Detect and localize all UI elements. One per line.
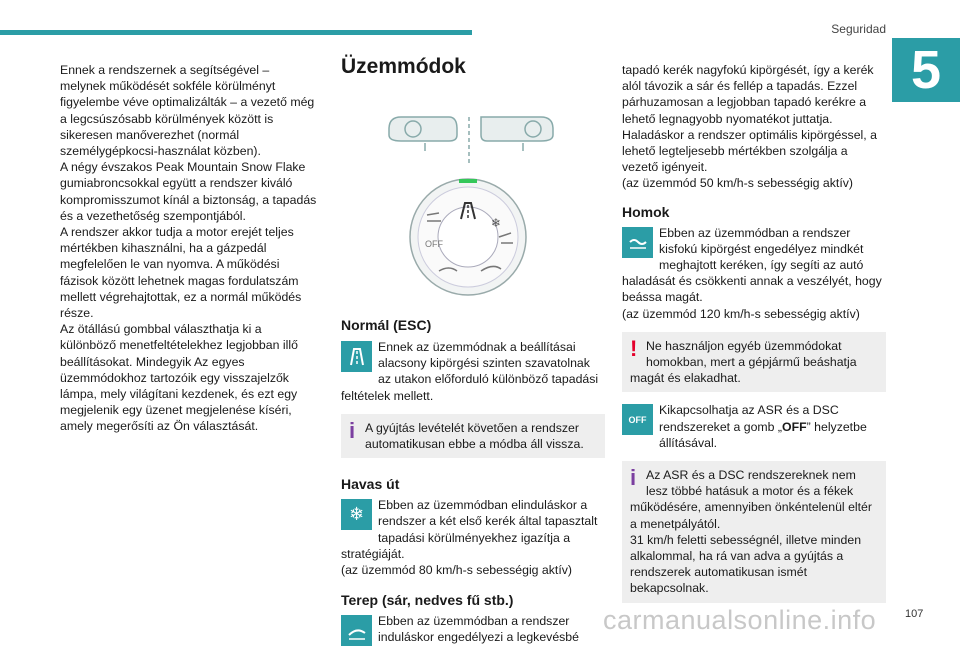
mode-sand-text: Ebben az üzemmódban a rendszer kisfokú kipörgést engedélyez mindkét meghajtott keréken, így segíti az autó haladását és csökkenti annak a veszélyét, hogy beássa magát. (az üzemmód 120 km/h-s sebességig aktív) [622, 225, 882, 321]
mode-selector-illustration [341, 87, 605, 297]
mode-normal-heading: Normál (ESC) [341, 317, 432, 333]
dashboard-icon [389, 117, 553, 165]
mode-sand [622, 204, 886, 322]
watermark: carmanualsonline.info [603, 605, 877, 635]
off-info-text: Az ASR és a DSC rendszereknek nem lesz többé hatásuk a motor és a fékek működésére, amennyiben önkéntelenül eltér a menetpályától. 31 km/h feletti sebességnél, illetve minden alkalommal, ha rá van adva a gyújtás a rendszerek automatikusan ismét bekapcsolnak. [630, 468, 872, 596]
mode-snow-heading: Havas út [341, 476, 400, 493]
mud-continued-text: tapadó kerék nagyfokú kipörgését, így a kerék alól távozik a sár és fellép a tapadás. Ezzel párhuzamosan a legjobban tapadó kerékre a lehető legnagyobb nyomatékot juttatja. Haladáskor a rendszer optimális kipörgéssel, a lehető legteljesebb mértékben szolgálja a vezető igényeit. (az üzemmód 50 km/h-s sebességig aktív) [622, 63, 877, 191]
knob-off-label: OFF [425, 239, 443, 249]
sand-warning-note [622, 332, 886, 393]
top-accent-bar [0, 30, 472, 35]
warning-text: Ne használjon egyéb üzemmódokat homokban, mert a gépjármű beáshatja magát és elakadhat. [630, 338, 857, 386]
off-info-note [622, 461, 886, 603]
page-number: 107 [905, 608, 924, 620]
mode-normal-text: Ennek az üzemmódnak a beállításai alacsony kipörgési szinten szavatolnak az utakon előforduló különböző tapadási feltételek mellett. [341, 340, 599, 403]
normal-note-text: A gyújtás levételét követően a rendszer automatikusan ebbe a módba áll vissza. [365, 420, 584, 452]
sand-mode-icon [622, 227, 653, 258]
mode-snow-text: Ebben az üzemmódban elinduláskor a rendszer a két első kerék által tapasztalt tapadási körülményekhez igazítja a stratégiáját. (az üzemmód 80 km/h-s sebességig aktív) [341, 498, 598, 578]
off-mode-icon: OFF [622, 404, 653, 435]
off-instruction [622, 402, 886, 451]
chapter-number-badge: 5 [892, 38, 960, 102]
mud-mode-icon [341, 615, 372, 646]
modes-column-continued [622, 62, 886, 603]
info-icon: i [630, 465, 637, 491]
modes-column [341, 55, 605, 648]
page-title: Üzemmódok [341, 55, 466, 78]
intro-column [60, 62, 318, 435]
mode-knob [410, 179, 526, 295]
mode-mud-text: Ebben az üzemmódban a rendszer induláskor engedélyezi a legkevésbé [378, 614, 579, 645]
snow-mode-icon: ❄ [341, 499, 372, 530]
mode-mud-heading: Terep (sár, nedves fű stb.) [341, 592, 514, 609]
svg-text:❄: ❄ [491, 216, 502, 230]
normal-info-note [341, 414, 605, 458]
normal-mode-icon [341, 341, 372, 372]
warning-icon: ! [630, 335, 638, 361]
section-title: Seguridad [831, 22, 886, 36]
off-text: Kikapcsolhatja az ASR és a DSC rendszereket a gomb „OFF” helyzetbe állításával. [659, 403, 867, 450]
mode-mud [341, 592, 605, 645]
info-icon: i [349, 417, 356, 443]
intro-text: Ennek a rendszernek a segítségével – melynek működését sokféle körülményt figyelembe véve optimalizálták – a vezető még a legcsúszósabb körülmények között is sikeresen manőverezhet (normál személygépkocsi-használat közben). A négy évszakos Peak Mountain Snow Flake gumiabroncsokkal együtt a rendszer kiváló kompromisszumot kínál a biztonság, a tapadás és a vezethetőség szempontjából. A rendszer akkor tudja a motor erejét teljes mértékben kihasználni, ha a gázpedál megfelelően le van nyomva. A működési fázisok között lehetnek magas fordulatszám mellett végrehajtottak, ez a normál működés része. Az ötállású gombbal választhatja ki a különböző menetfeltételekhez legjobban illő beállításokat. Mindegyik Az egyes üzemmódokhoz tartozóik egy visszajelzők lámpa, mely világítani kezdenek, és ezt egy megjelenik egy üzenet megjelenése kíséri, amely megerősíti az Ön választását. [60, 63, 317, 434]
mode-snow [341, 476, 605, 578]
mode-sand-heading: Homok [622, 203, 670, 220]
mode-normal [341, 317, 605, 458]
